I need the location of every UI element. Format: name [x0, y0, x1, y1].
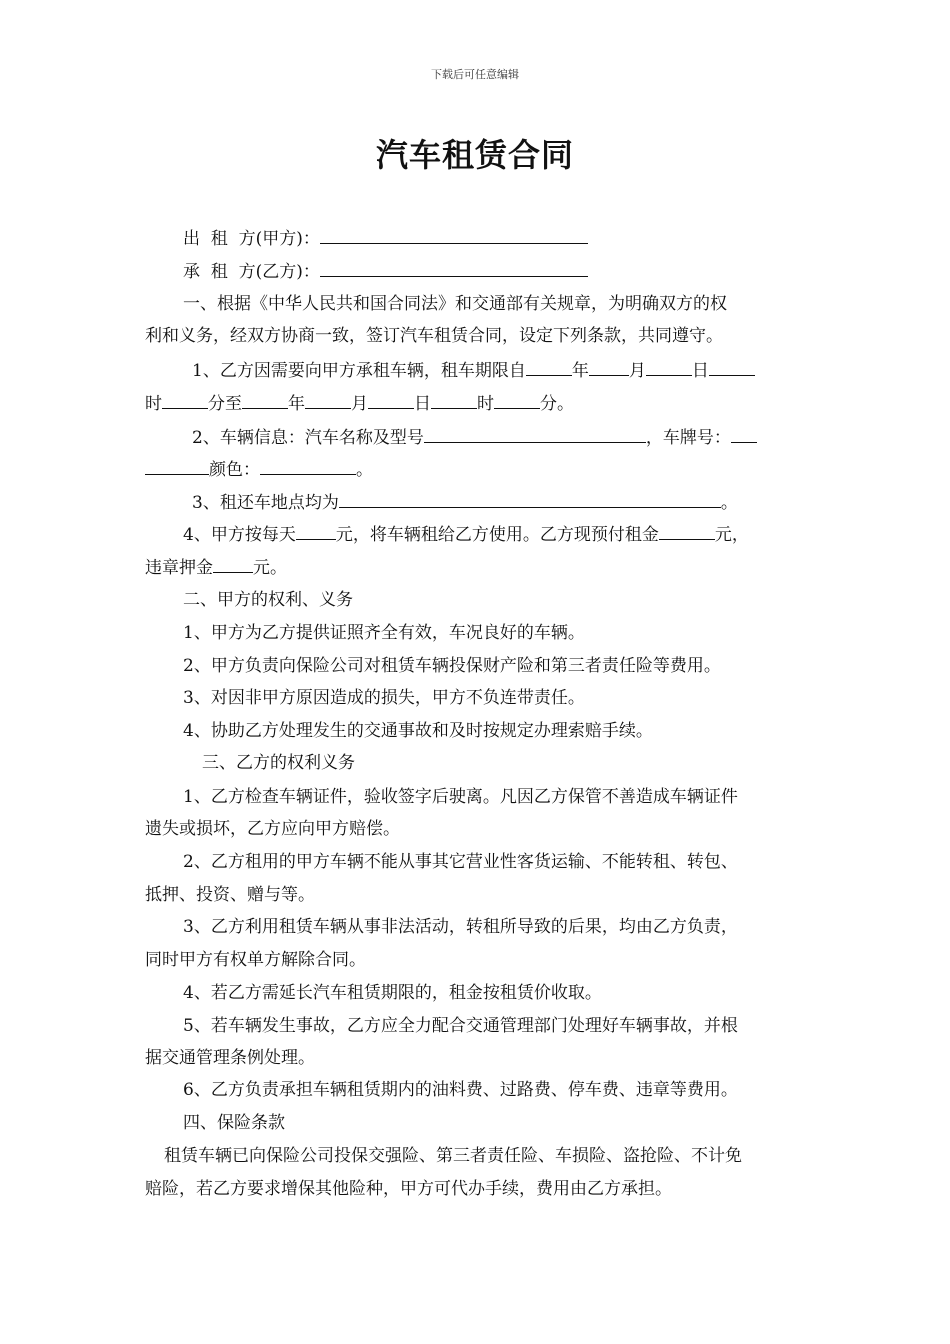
section-3-item-3-line-2: 同时甲方有权单方解除合同。: [145, 950, 366, 970]
clause-3-end: 。: [720, 493, 738, 513]
start-day-field[interactable]: [646, 360, 692, 376]
minute-label: 分。: [540, 394, 574, 414]
section-3-item-1-line-1: 1、乙方检查车辆证件，验收签字后驶离。凡因乙方保管不善造成车辆证件: [183, 787, 738, 807]
party-b-label: 承 租 方(乙方)：: [183, 262, 320, 282]
year-label-2: 年: [288, 394, 305, 414]
end-day-field[interactable]: [368, 393, 414, 409]
section-3-heading: 三、乙方的权利义务: [202, 753, 355, 773]
day-label: 日: [691, 361, 709, 381]
clause-2-line-1: [192, 427, 857, 448]
clause-4-line-1: [183, 524, 848, 545]
location-field[interactable]: [339, 492, 721, 508]
month-label: 月: [628, 361, 646, 381]
section-2-item-2: 2、甲方负责向保险公司对租赁车辆投保财产险和第三者责任险等费用。: [183, 656, 721, 676]
plate-field[interactable]: [731, 427, 757, 443]
party-b-field[interactable]: [320, 261, 588, 277]
section-3-item-6: 6、乙方负责承担车辆租赁期内的油料费、过路费、停车费、违章等费用。: [183, 1080, 738, 1100]
end-minute-field[interactable]: [494, 393, 540, 409]
clause-1-line-1: [192, 360, 857, 381]
intro-line-1: 一、根据《中华人民共和国合同法》和交通部有关规章，为明确双方的权: [183, 294, 727, 314]
plate-label: ，车牌号：: [645, 428, 731, 448]
clause-2-end: 。: [356, 460, 373, 480]
hour-label-2: 时: [477, 394, 494, 414]
hour-label: 时: [145, 394, 162, 414]
section-2-item-1: 1、甲方为乙方提供证照齐全有效，车况良好的车辆。: [183, 623, 585, 643]
prepaid-label: 元，将车辆租给乙方使用。乙方现预付租金: [335, 525, 659, 545]
year-label: 年: [571, 361, 589, 381]
section-4-heading: 四、保险条款: [183, 1113, 285, 1133]
party-b-line: [183, 261, 848, 282]
section-3-item-3-line-1: 3、乙方利用租赁车辆从事非法活动，转租所导致的后果，均由乙方负责，: [183, 917, 738, 937]
minute-to-label: 分至: [208, 394, 242, 414]
start-month-field[interactable]: [589, 360, 629, 376]
party-a-field[interactable]: [320, 228, 588, 244]
day-label-2: 日: [414, 394, 431, 414]
section-3-item-2-line-2: 抵押、投资、赠与等。: [145, 885, 315, 905]
daily-rent-field[interactable]: [296, 524, 336, 540]
contract-title: 汽车租赁合同: [375, 136, 574, 174]
end-month-field[interactable]: [305, 393, 351, 409]
section-2-item-4: 4、协助乙方处理发生的交通事故和及时按规定办理索赔手续。: [183, 721, 653, 741]
vehicle-model-field[interactable]: [424, 427, 646, 443]
intro-line-2: 利和义务，经双方协商一致，签订汽车租赁合同，设定下列条款，共同遵守。: [145, 326, 723, 346]
prepaid-rent-field[interactable]: [659, 524, 715, 540]
section-3-item-1-line-2: 遗失或损坏，乙方应向甲方赔偿。: [145, 819, 400, 839]
yuan-label: 元，: [714, 525, 749, 545]
location-label: 3、租还车地点均为: [192, 493, 339, 513]
daily-rent-label: 4、甲方按每天: [183, 525, 296, 545]
party-a-label: 出 租 方(甲方)：: [183, 229, 320, 249]
start-hour-field[interactable]: [709, 360, 755, 376]
color-field[interactable]: [260, 459, 356, 475]
section-3-item-2-line-1: 2、乙方租用的甲方车辆不能从事其它营业性客货运输、不能转租、转包、: [183, 852, 738, 872]
start-minute-field[interactable]: [162, 393, 208, 409]
clause-1-text: 1、乙方因需要向甲方承租车辆，租车期限自: [192, 361, 526, 381]
end-hour-field[interactable]: [431, 393, 477, 409]
section-3-item-5-line-2: 据交通管理条例处理。: [145, 1048, 315, 1068]
clause-2-line-2: [145, 459, 810, 480]
clause-1-line-2: [145, 393, 810, 414]
vehicle-model-label: 2、车辆信息：汽车名称及型号: [192, 428, 424, 448]
clause-3-line: [192, 492, 857, 513]
party-a-line: [183, 228, 848, 249]
plate-field-cont[interactable]: [145, 459, 209, 475]
end-year-field[interactable]: [242, 393, 288, 409]
section-2-heading: 二、甲方的权利、义务: [183, 590, 353, 610]
color-label: 颜色：: [209, 460, 260, 480]
start-year-field[interactable]: [526, 360, 572, 376]
month-label-2: 月: [351, 394, 368, 414]
section-2-item-3: 3、对因非甲方原因造成的损失，甲方不负连带责任。: [183, 688, 585, 708]
page-header: 下载后可任意编辑: [431, 68, 519, 81]
section-3-item-4: 4、若乙方需延长汽车租赁期限的，租金按租赁价收取。: [183, 983, 602, 1003]
clause-4-line-2: [145, 557, 810, 578]
deposit-field[interactable]: [213, 557, 253, 573]
section-4-line-1: 租赁车辆已向保险公司投保交强险、第三者责任险、车损险、盗抢险、不计免: [164, 1146, 742, 1166]
deposit-yuan-label: 元。: [253, 558, 287, 578]
section-4-line-2: 赔险，若乙方要求增保其他险种，甲方可代办手续，费用由乙方承担。: [145, 1179, 672, 1199]
deposit-label: 违章押金: [145, 558, 213, 578]
section-3-item-5-line-1: 5、若车辆发生事故，乙方应全力配合交通管理部门处理好车辆事故，并根: [183, 1016, 738, 1036]
